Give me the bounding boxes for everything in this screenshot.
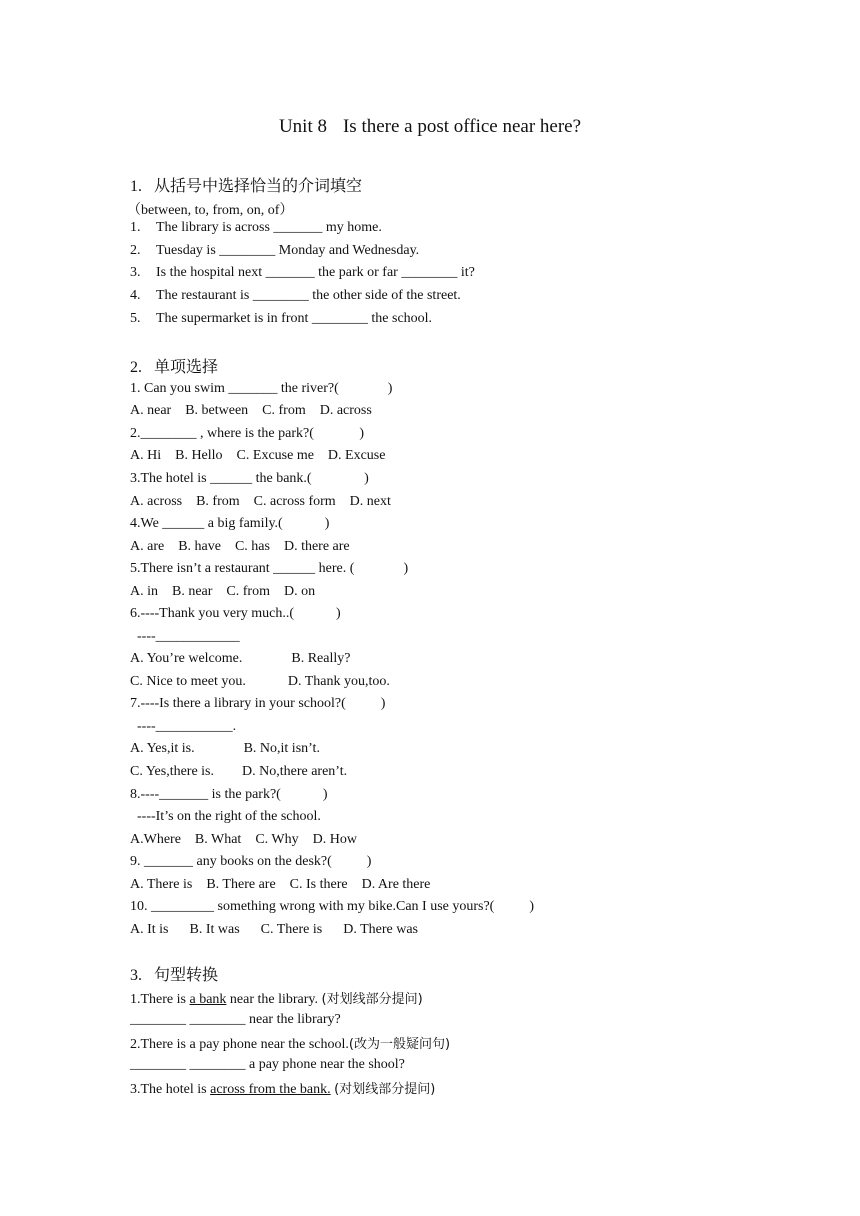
transform-question-2: 2.There is a pay phone near the school.(改为一般疑问句) <box>130 1037 451 1052</box>
section-1-title: 从括号中选择恰当的介词填空 <box>154 176 363 195</box>
question-line: 4.We ______ a big family.( ) <box>130 516 330 531</box>
section-1-item: 5. The supermarket is in front ________ the school. <box>130 311 433 326</box>
dialogue-line: ----It’s on the right of the school. <box>137 809 321 824</box>
choice-line: A. near B. between C. from D. across <box>130 403 372 418</box>
section-1-number: 1. <box>130 178 142 195</box>
choice-line: A. There is B. There are C. Is there D. Are there <box>130 877 431 892</box>
section-2-heading <box>130 354 218 377</box>
question-line: 9. _______ any books on the desk?( ) <box>130 854 372 869</box>
instruction-note: (改为一般疑问句) <box>348 1037 451 1052</box>
section-1-heading <box>130 173 362 196</box>
section-1-item: 2. Tuesday is ________ Monday and Wednesday. <box>130 243 420 258</box>
instruction-note: (对划线部分提问) <box>334 1082 436 1097</box>
choice-line: A. Hi B. Hello C. Excuse me D. Excuse <box>130 448 386 463</box>
choice-line: C. Nice to meet you. D. Thank you,too. <box>130 674 390 689</box>
choice-line: C. Yes,there is. D. No,there aren’t. <box>130 764 348 779</box>
transform-answer-2: ________ ________ a pay phone near the shool? <box>130 1057 405 1072</box>
question-line: 1. Can you swim _______ the river?( ) <box>130 381 393 396</box>
transform-question-3: 3.The hotel is across from the bank. (对划线部分提问) <box>130 1082 436 1097</box>
section-2-number: 2. <box>130 359 142 376</box>
question-line: 2.________ , where is the park?( ) <box>130 426 365 441</box>
choice-line: A. are B. have C. has D. there are <box>130 539 350 554</box>
section-3-heading <box>130 962 218 985</box>
choice-line: A. You’re welcome. B. Really? <box>130 651 351 666</box>
choice-line: A. Yes,it is. B. No,it isn’t. <box>130 741 320 756</box>
choice-line: A. in B. near C. from D. on <box>130 584 316 599</box>
section-2-title: 单项选择 <box>154 357 219 376</box>
section-3-number: 3. <box>130 967 142 984</box>
underlined-phrase: a bank <box>189 992 227 1007</box>
section-1-item: 3. Is the hospital next _______ the park or far ________ it? <box>130 265 475 280</box>
question-line: 5.There isn’t a restaurant ______ here. ( ) <box>130 561 409 576</box>
answer-blank: ----____________ <box>137 629 240 644</box>
question-line: 6.----Thank you very much..( ) <box>130 606 341 621</box>
question-line: 7.----Is there a library in your school?( ) <box>130 696 386 711</box>
answer-blank: ----___________. <box>137 719 237 734</box>
transform-answer-1: ________ ________ near the library? <box>130 1012 341 1027</box>
title-question: Is there a post office near here? <box>342 116 582 137</box>
section-3-title: 句型转换 <box>154 965 219 984</box>
instruction-note: (对划线部分提问) <box>321 992 423 1007</box>
page-title <box>0 116 860 138</box>
question-line: 3.The hotel is ______ the bank.( ) <box>130 471 369 486</box>
transform-question-1: 1.There is a bank near the library. (对划线部分提问) <box>130 992 423 1007</box>
question-line: 8.----_______ is the park?( ) <box>130 787 328 802</box>
section-1-item: 4. The restaurant is ________ the other side of the street. <box>130 288 461 303</box>
question-line: 10. _________ something wrong with my bike.Can I use yours?( ) <box>130 899 535 914</box>
section-1-options: （between, to, from, on, of） <box>127 203 294 218</box>
section-1-item: 1. The library is across _______ my home. <box>130 220 382 235</box>
choice-line: A. across B. from C. across form D. next <box>130 494 391 509</box>
underlined-phrase: across from the bank. <box>210 1082 331 1097</box>
choice-line: A.Where B. What C. Why D. How <box>130 832 357 847</box>
choice-line: A. It is B. It was C. There is D. There was <box>130 922 418 937</box>
title-unit: Unit 8 <box>278 116 327 137</box>
